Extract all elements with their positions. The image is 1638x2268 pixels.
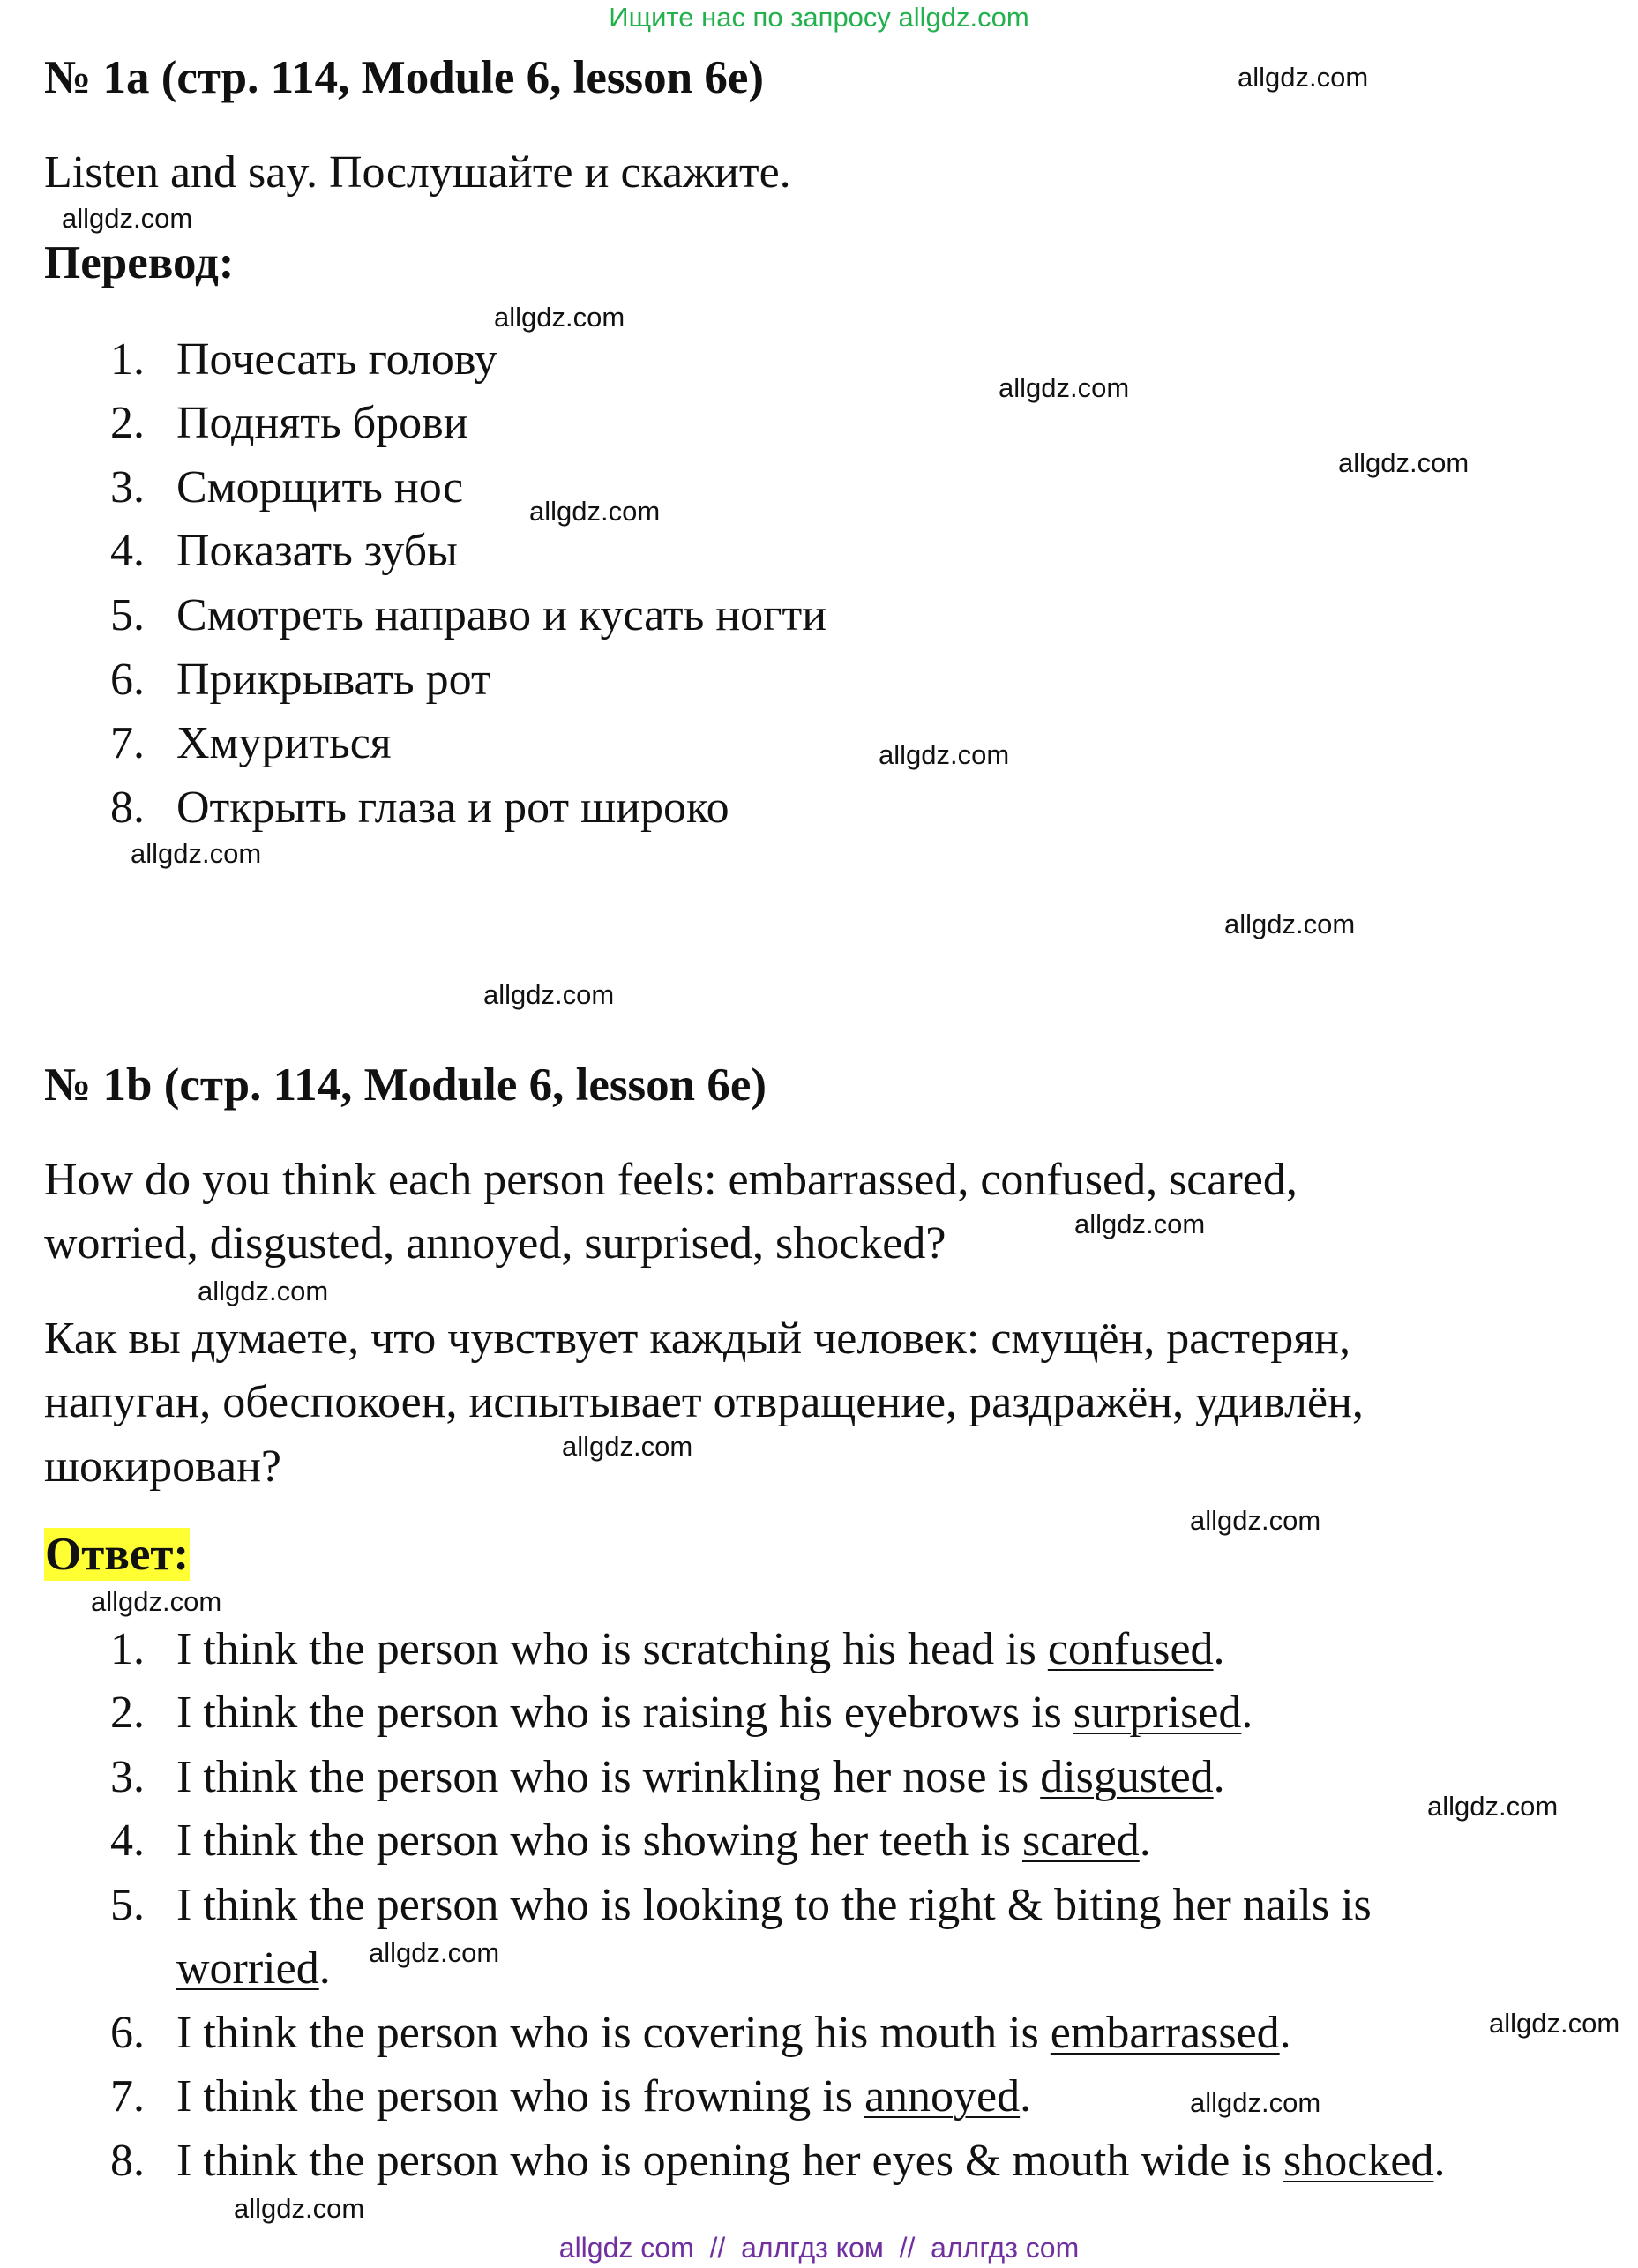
item-text: Показать зубы — [176, 526, 458, 576]
watermark: allgdz.com — [1190, 1505, 1321, 1536]
answer-suffix: . — [318, 1943, 331, 1994]
answer-suffix: . — [1279, 2008, 1291, 2058]
watermark: allgdz.com — [1224, 909, 1356, 939]
item-text: Поднять брови — [176, 398, 468, 448]
item-text: Сморщить нос — [176, 462, 464, 513]
translation-label: Перевод: — [44, 237, 235, 288]
watermark: allgdz.com — [1489, 2008, 1620, 2039]
answer-word: embarrassed — [1050, 2008, 1280, 2058]
item-number: 2. — [110, 1688, 145, 1738]
answer-suffix: . — [1139, 1815, 1151, 1866]
answer-word: scared — [1021, 1815, 1140, 1866]
answer-word: annoyed — [864, 2071, 1021, 2122]
item-number: 7. — [110, 2071, 145, 2122]
answer-suffix: . — [1213, 1624, 1225, 1674]
question-en-line-1: How do you think each person feels: embarrassed, confused, scared, — [44, 1155, 1298, 1205]
answer-text — [176, 1681, 1253, 1745]
answer-prefix: I think the person who is looking to the right & biting her nails is — [176, 1880, 1372, 1930]
watermark: allgdz.com — [529, 496, 661, 527]
watermark: allgdz.com — [1338, 447, 1470, 478]
item-number: 2. — [110, 398, 145, 448]
watermark: allgdz.com — [1238, 62, 1369, 93]
answer-text — [176, 1937, 331, 2001]
item-number: 6. — [110, 2008, 145, 2058]
question-ru-line-2: напуган, обеспокоен, испытывает отвращение, раздражён, удивлён, — [44, 1377, 1364, 1427]
answer-prefix: I think the person who is frowning is — [176, 2071, 864, 2122]
item-text: Хмуриться — [176, 718, 392, 768]
watermark: allgdz.com — [198, 1276, 329, 1306]
question-en-line-2: worried, disgusted, annoyed, surprised, shocked? — [44, 1218, 946, 1269]
item-number: 8. — [110, 782, 145, 833]
item-text: Смотреть направо и кусать ногти — [176, 590, 827, 640]
question-ru-line-1: Как вы думаете, что чувствует каждый человек: смущён, растерян, — [44, 1314, 1350, 1364]
item-number: 4. — [110, 526, 145, 576]
answer-prefix: I think the person who is opening her eyes & mouth wide is — [176, 2136, 1284, 2186]
item-text: Прикрывать рот — [176, 655, 491, 705]
item-text: Почесать голову — [176, 334, 497, 385]
watermark: allgdz.com — [1190, 2087, 1321, 2118]
item-number: 3. — [110, 1752, 145, 1802]
item-number: 1. — [110, 334, 145, 385]
item-number: 7. — [110, 718, 145, 768]
answer-text — [176, 1746, 1225, 1809]
answer-prefix: I think the person who is covering his mouth is — [176, 2008, 1051, 2058]
item-number: 4. — [110, 1815, 145, 1866]
answer-suffix: . — [1241, 1688, 1253, 1738]
section-b-heading: № 1b (стр. 114, Module 6, lesson 6e) — [44, 1059, 767, 1111]
watermark: allgdz.com — [1074, 1209, 1206, 1239]
watermark: allgdz.com — [999, 372, 1130, 403]
answer-suffix: . — [1433, 2136, 1446, 2186]
item-text: Открыть глаза и рот широко — [176, 782, 729, 833]
watermark: allgdz.com — [1427, 1791, 1559, 1822]
item-number: 8. — [110, 2136, 145, 2186]
section-a-instruction: Listen and say. Послушайте и скажите. — [44, 147, 791, 198]
question-ru-line-3: шокирован? — [44, 1441, 281, 1492]
answer-word: shocked — [1283, 2136, 1434, 2186]
watermark: allgdz.com — [369, 1937, 500, 1968]
item-number: 5. — [110, 590, 145, 640]
answer-prefix: I think the person who is wrinkling her nose is — [176, 1752, 1041, 1802]
watermark: allgdz.com — [131, 838, 262, 869]
item-number: 3. — [110, 462, 145, 513]
answer-label: Ответ: — [45, 1529, 190, 1580]
answer-text — [176, 1874, 1372, 1937]
item-number: 1. — [110, 1624, 145, 1674]
answer-prefix: I think the person who is showing her teeth is — [176, 1815, 1022, 1866]
section-a-heading: № 1a (стр. 114, Module 6, lesson 6e) — [44, 52, 765, 103]
item-number: 5. — [110, 1880, 145, 1930]
answer-text — [176, 1809, 1151, 1873]
watermark: allgdz.com — [879, 739, 1010, 770]
top-banner: Ищите нас по запросу allgdz.com — [609, 2, 1029, 33]
answer-word: worried — [176, 1943, 319, 1994]
watermark: allgdz.com — [234, 2193, 365, 2224]
answer-prefix: I think the person who is raising his eyebrows is — [176, 1688, 1073, 1738]
answer-text — [176, 2065, 1031, 2129]
answer-text — [176, 2002, 1291, 2065]
footer-links: allgdz com // аллгдз ком // аллгдз com — [558, 2232, 1080, 2264]
watermark: allgdz.com — [562, 1431, 693, 1462]
answer-suffix: . — [1020, 2071, 1032, 2122]
answer-text — [176, 1618, 1225, 1681]
watermark: allgdz.com — [483, 979, 615, 1010]
answer-word: disgusted — [1040, 1752, 1214, 1802]
answer-word: confused — [1047, 1624, 1214, 1674]
answer-text — [176, 2130, 1445, 2193]
watermark: allgdz.com — [91, 1586, 222, 1617]
answer-word: surprised — [1073, 1688, 1242, 1738]
answer-prefix: I think the person who is scratching his head is — [176, 1624, 1048, 1674]
item-number: 6. — [110, 655, 145, 705]
answer-suffix: . — [1213, 1752, 1225, 1802]
watermark: allgdz.com — [494, 302, 625, 333]
watermark: allgdz.com — [62, 203, 193, 234]
